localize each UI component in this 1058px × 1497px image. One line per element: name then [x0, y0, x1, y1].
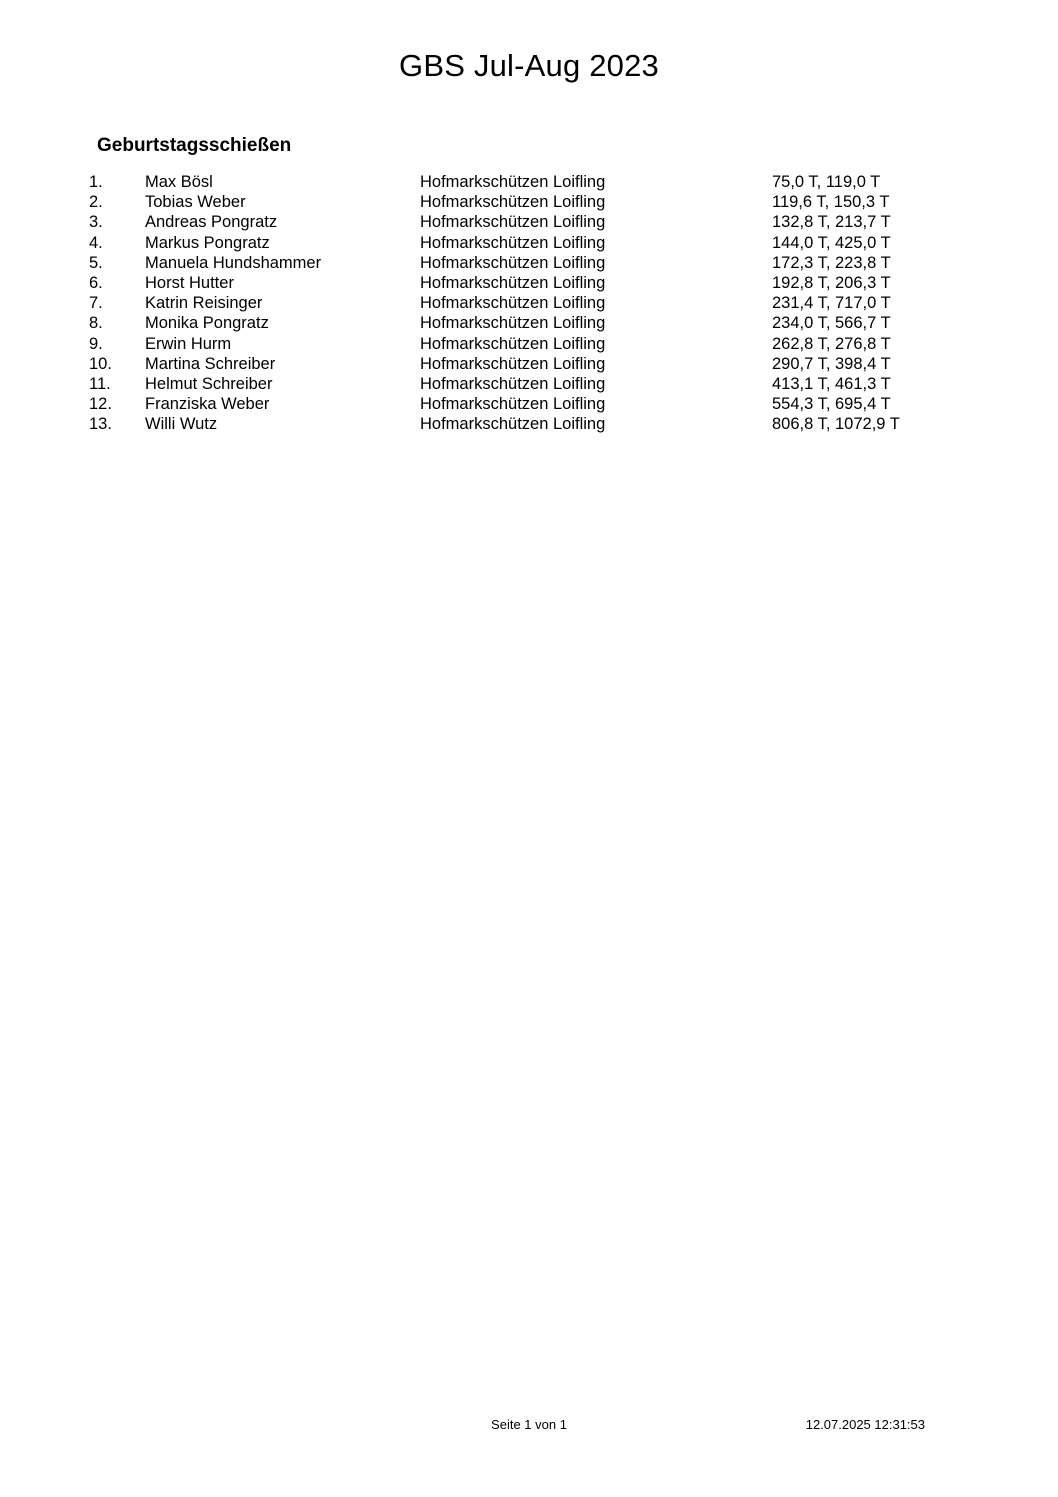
row-score: 806,8 T, 1072,9 T	[772, 415, 900, 434]
row-club: Hofmarkschützen Loifling	[420, 274, 606, 293]
row-club: Hofmarkschützen Loifling	[420, 314, 606, 333]
footer-timestamp: 12.07.2025 12:31:53	[805, 1417, 925, 1432]
row-name: Willi Wutz	[145, 415, 218, 434]
results-table	[89, 172, 949, 435]
row-rank: 9.	[89, 334, 103, 353]
row-club: Hofmarkschützen Loifling	[420, 375, 606, 394]
table-row	[89, 293, 949, 313]
row-name: Andreas Pongratz	[145, 213, 278, 232]
row-score: 290,7 T, 398,4 T	[772, 354, 891, 373]
row-club: Hofmarkschützen Loifling	[420, 213, 606, 232]
page-footer	[0, 1417, 1058, 1435]
row-name: Horst Hutter	[145, 274, 234, 293]
table-row	[89, 313, 949, 333]
row-club: Hofmarkschützen Loifling	[420, 395, 606, 414]
row-score: 231,4 T, 717,0 T	[772, 294, 891, 313]
row-rank: 1.	[89, 173, 103, 191]
row-score: 172,3 T, 223,8 T	[772, 253, 891, 272]
row-name: Manuela Hundshammer	[145, 253, 322, 272]
footer-page-label: Seite 1 von 1	[491, 1417, 567, 1432]
page-title: GBS Jul-Aug 2023	[399, 48, 659, 83]
row-rank: 5.	[89, 253, 103, 272]
row-name: Monika Pongratz	[145, 314, 269, 333]
row-name: Martina Schreiber	[145, 354, 276, 373]
table-row	[89, 354, 949, 374]
row-score: 144,0 T, 425,0 T	[772, 233, 891, 252]
row-score: 119,6 T, 150,3 T	[772, 193, 890, 212]
table-row	[89, 414, 949, 434]
row-rank: 13.	[89, 415, 112, 434]
row-club: Hofmarkschützen Loifling	[420, 173, 606, 191]
row-score: 75,0 T, 119,0 T	[772, 173, 881, 191]
row-score: 132,8 T, 213,7 T	[772, 213, 891, 232]
table-row	[89, 334, 949, 354]
table-row	[89, 374, 949, 394]
row-rank: 10.	[89, 354, 112, 373]
row-name: Tobias Weber	[145, 193, 246, 212]
table-row	[89, 172, 949, 192]
section-heading: Geburtstagsschießen	[97, 135, 292, 156]
row-score: 413,1 T, 461,3 T	[772, 375, 891, 394]
row-name: Katrin Reisinger	[145, 294, 263, 313]
row-name: Max Bösl	[145, 173, 213, 191]
row-rank: 12.	[89, 395, 112, 414]
row-rank: 8.	[89, 314, 103, 333]
table-row	[89, 273, 949, 293]
row-rank: 7.	[89, 294, 103, 313]
table-row	[89, 233, 949, 253]
row-club: Hofmarkschützen Loifling	[420, 233, 606, 252]
row-rank: 11.	[89, 375, 111, 394]
table-row	[89, 253, 949, 273]
row-name: Helmut Schreiber	[145, 375, 273, 394]
row-score: 554,3 T, 695,4 T	[772, 395, 891, 414]
row-name: Franziska Weber	[145, 395, 270, 414]
row-score: 234,0 T, 566,7 T	[772, 314, 891, 333]
row-club: Hofmarkschützen Loifling	[420, 415, 606, 434]
row-score: 192,8 T, 206,3 T	[772, 274, 891, 293]
row-rank: 6.	[89, 274, 103, 293]
table-row	[89, 212, 949, 232]
row-rank: 3.	[89, 213, 103, 232]
row-club: Hofmarkschützen Loifling	[420, 334, 606, 353]
row-club: Hofmarkschützen Loifling	[420, 354, 606, 373]
row-club: Hofmarkschützen Loifling	[420, 294, 606, 313]
row-club: Hofmarkschützen Loifling	[420, 253, 606, 272]
results-table-body	[89, 172, 949, 435]
row-rank: 4.	[89, 233, 103, 252]
row-rank: 2.	[89, 193, 103, 212]
row-name: Erwin Hurm	[145, 334, 232, 353]
row-score: 262,8 T, 276,8 T	[772, 334, 891, 353]
row-name: Markus Pongratz	[145, 233, 270, 252]
table-row	[89, 394, 949, 414]
table-row	[89, 192, 949, 212]
row-club: Hofmarkschützen Loifling	[420, 193, 606, 212]
